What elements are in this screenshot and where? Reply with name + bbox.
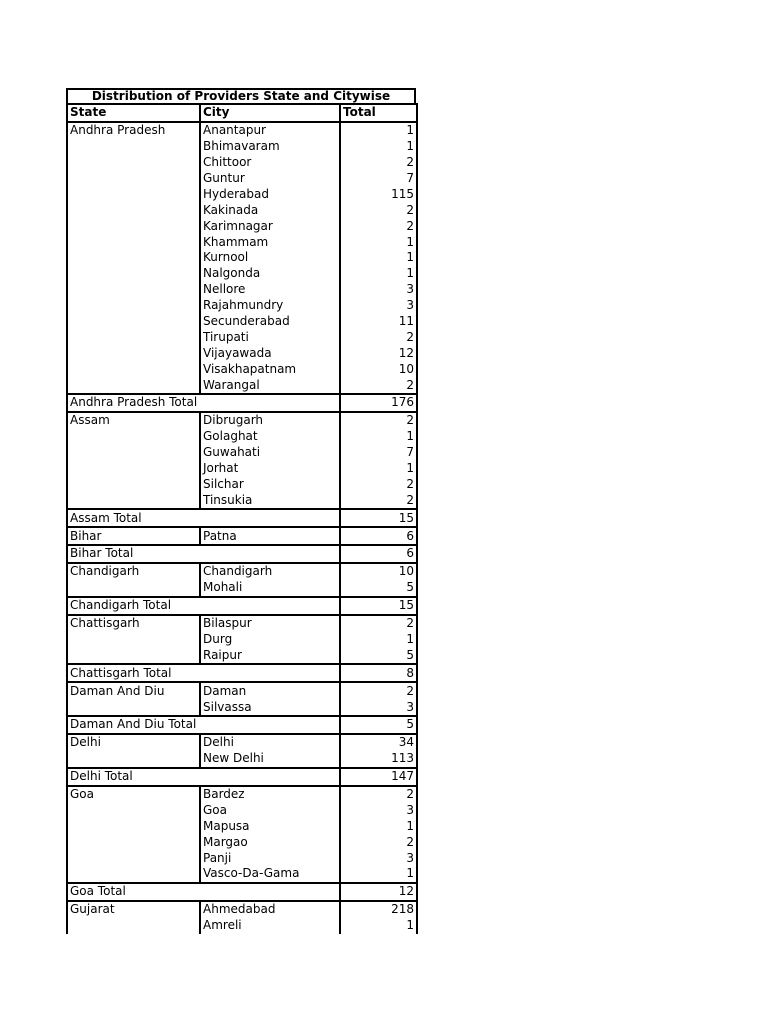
state-cell [67, 580, 200, 597]
state-total-value: 176 [340, 394, 417, 412]
total-cell: 1 [340, 429, 417, 445]
state-cell [67, 314, 200, 330]
state-cell [67, 445, 200, 461]
city-cell: Rajahmundry [200, 298, 340, 314]
table-body [67, 122, 417, 934]
table-row [67, 171, 417, 187]
state-total-row [67, 716, 417, 734]
table-row [67, 155, 417, 171]
total-cell: 1 [340, 461, 417, 477]
table-row [67, 361, 417, 377]
table-row [67, 834, 417, 850]
state-total-row [67, 545, 417, 563]
city-cell: Vasco-Da-Gama [200, 866, 340, 883]
total-cell: 1 [340, 866, 417, 883]
city-cell: Nellore [200, 282, 340, 298]
total-cell: 3 [340, 699, 417, 716]
table-row [67, 632, 417, 648]
state-cell: Chattisgarh [67, 615, 200, 632]
state-cell: Delhi [67, 734, 200, 751]
state-cell: Andhra Pradesh [67, 122, 200, 139]
table-row [67, 699, 417, 716]
total-cell: 10 [340, 361, 417, 377]
city-cell: Khammam [200, 234, 340, 250]
city-cell: Vijayawada [200, 345, 340, 361]
city-cell: Patna [200, 527, 340, 545]
total-cell: 3 [340, 282, 417, 298]
city-cell: Silvassa [200, 699, 340, 716]
state-total-value: 15 [340, 509, 417, 527]
city-cell: Anantapur [200, 122, 340, 139]
table-row [67, 202, 417, 218]
table-row [67, 377, 417, 394]
table-row [67, 429, 417, 445]
state-total-value: 5 [340, 716, 417, 734]
total-cell: 2 [340, 476, 417, 492]
city-cell: Secunderabad [200, 314, 340, 330]
state-total-label: Chandigarh Total [67, 597, 340, 615]
table-row [67, 615, 417, 632]
city-cell: Bilaspur [200, 615, 340, 632]
table-row [67, 445, 417, 461]
state-total-row [67, 394, 417, 412]
state-total-label: Daman And Diu Total [67, 716, 340, 734]
table-row [67, 186, 417, 202]
table-row [67, 563, 417, 580]
state-cell: Bihar [67, 527, 200, 545]
total-cell: 3 [340, 850, 417, 866]
table-row [67, 329, 417, 345]
state-total-row [67, 768, 417, 786]
total-cell: 2 [340, 329, 417, 345]
total-cell: 2 [340, 492, 417, 509]
table-row [67, 234, 417, 250]
table-row [67, 682, 417, 699]
state-cell [67, 186, 200, 202]
state-total-label: Goa Total [67, 883, 340, 901]
state-cell [67, 866, 200, 883]
state-cell [67, 345, 200, 361]
city-cell: Guwahati [200, 445, 340, 461]
state-cell [67, 429, 200, 445]
total-cell: 2 [340, 412, 417, 429]
table-row [67, 122, 417, 139]
state-total-label: Assam Total [67, 509, 340, 527]
table-row [67, 314, 417, 330]
state-total-value: 15 [340, 597, 417, 615]
providers-table-sheet [66, 88, 416, 933]
state-cell [67, 171, 200, 187]
header-state: State [67, 104, 200, 122]
total-cell: 1 [340, 266, 417, 282]
city-cell: Dibrugarh [200, 412, 340, 429]
city-cell: Golaghat [200, 429, 340, 445]
state-cell: Chandigarh [67, 563, 200, 580]
state-total-label: Chattisgarh Total [67, 664, 340, 682]
total-cell: 2 [340, 834, 417, 850]
city-cell: Tirupati [200, 329, 340, 345]
total-cell: 113 [340, 751, 417, 768]
table-row [67, 818, 417, 834]
city-cell: Raipur [200, 647, 340, 664]
total-cell: 1 [340, 632, 417, 648]
state-cell [67, 647, 200, 664]
table-row [67, 218, 417, 234]
state-cell: Daman And Diu [67, 682, 200, 699]
total-cell: 11 [340, 314, 417, 330]
state-cell [67, 476, 200, 492]
city-cell: Durg [200, 632, 340, 648]
state-cell [67, 202, 200, 218]
state-cell [67, 218, 200, 234]
state-total-row [67, 883, 417, 901]
city-cell: Silchar [200, 476, 340, 492]
total-cell: 1 [340, 122, 417, 139]
state-total-label: Bihar Total [67, 545, 340, 563]
city-cell: Hyderabad [200, 186, 340, 202]
state-cell [67, 155, 200, 171]
city-cell: Kakinada [200, 202, 340, 218]
total-cell: 2 [340, 786, 417, 803]
state-total-value: 6 [340, 545, 417, 563]
state-cell [67, 139, 200, 155]
header-row [67, 104, 417, 122]
table-row [67, 901, 417, 918]
state-total-row [67, 664, 417, 682]
state-cell [67, 492, 200, 509]
state-cell [67, 282, 200, 298]
total-cell: 1 [340, 918, 417, 934]
total-cell: 2 [340, 682, 417, 699]
state-cell [67, 818, 200, 834]
state-cell [67, 699, 200, 716]
city-cell: Margao [200, 834, 340, 850]
total-cell: 2 [340, 377, 417, 394]
total-cell: 7 [340, 445, 417, 461]
table-row [67, 345, 417, 361]
state-cell: Goa [67, 786, 200, 803]
table-row [67, 866, 417, 883]
table-row [67, 802, 417, 818]
providers-table [66, 103, 418, 934]
table-row [67, 492, 417, 509]
total-cell: 5 [340, 647, 417, 664]
state-cell [67, 377, 200, 394]
total-cell: 12 [340, 345, 417, 361]
table-row [67, 139, 417, 155]
city-cell: Daman [200, 682, 340, 699]
header-city: City [200, 104, 340, 122]
state-cell: Gujarat [67, 901, 200, 918]
table-row [67, 250, 417, 266]
state-cell [67, 250, 200, 266]
table-row [67, 476, 417, 492]
city-cell: Delhi [200, 734, 340, 751]
table-row [67, 751, 417, 768]
total-cell: 1 [340, 250, 417, 266]
table-row [67, 647, 417, 664]
table-row [67, 282, 417, 298]
table-row [67, 266, 417, 282]
total-cell: 34 [340, 734, 417, 751]
table-row [67, 412, 417, 429]
total-cell: 6 [340, 527, 417, 545]
total-cell: 2 [340, 155, 417, 171]
table-row [67, 734, 417, 751]
table-row [67, 527, 417, 545]
state-total-value: 147 [340, 768, 417, 786]
city-cell: Jorhat [200, 461, 340, 477]
table-title: Distribution of Providers State and Citywise [66, 88, 416, 103]
state-cell [67, 632, 200, 648]
header-total: Total [340, 104, 417, 122]
city-cell: Visakhapatnam [200, 361, 340, 377]
city-cell: Chandigarh [200, 563, 340, 580]
state-cell [67, 918, 200, 934]
city-cell: Bardez [200, 786, 340, 803]
table-row [67, 918, 417, 934]
city-cell: Mohali [200, 580, 340, 597]
state-cell [67, 461, 200, 477]
table-row [67, 298, 417, 314]
city-cell: Mapusa [200, 818, 340, 834]
state-total-value: 12 [340, 883, 417, 901]
total-cell: 3 [340, 802, 417, 818]
city-cell: Kurnool [200, 250, 340, 266]
total-cell: 218 [340, 901, 417, 918]
city-cell: Goa [200, 802, 340, 818]
city-cell: Chittoor [200, 155, 340, 171]
state-cell [67, 802, 200, 818]
state-cell [67, 751, 200, 768]
total-cell: 3 [340, 298, 417, 314]
state-total-label: Delhi Total [67, 768, 340, 786]
table-row [67, 580, 417, 597]
state-cell [67, 329, 200, 345]
city-cell: Ahmedabad [200, 901, 340, 918]
city-cell: Panji [200, 850, 340, 866]
city-cell: Karimnagar [200, 218, 340, 234]
total-cell: 2 [340, 615, 417, 632]
table-row [67, 786, 417, 803]
state-cell [67, 834, 200, 850]
total-cell: 1 [340, 234, 417, 250]
state-cell [67, 234, 200, 250]
state-total-value: 8 [340, 664, 417, 682]
city-cell: Tinsukia [200, 492, 340, 509]
state-cell [67, 298, 200, 314]
state-total-label: Andhra Pradesh Total [67, 394, 340, 412]
total-cell: 2 [340, 218, 417, 234]
total-cell: 115 [340, 186, 417, 202]
state-cell [67, 361, 200, 377]
city-cell: Warangal [200, 377, 340, 394]
total-cell: 1 [340, 818, 417, 834]
city-cell: Amreli [200, 918, 340, 934]
state-cell [67, 266, 200, 282]
city-cell: Bhimavaram [200, 139, 340, 155]
state-cell: Assam [67, 412, 200, 429]
total-cell: 5 [340, 580, 417, 597]
total-cell: 2 [340, 202, 417, 218]
total-cell: 7 [340, 171, 417, 187]
state-total-row [67, 509, 417, 527]
state-total-row [67, 597, 417, 615]
state-cell [67, 850, 200, 866]
city-cell: Guntur [200, 171, 340, 187]
city-cell: Nalgonda [200, 266, 340, 282]
total-cell: 1 [340, 139, 417, 155]
table-row [67, 461, 417, 477]
city-cell: New Delhi [200, 751, 340, 768]
table-row [67, 850, 417, 866]
total-cell: 10 [340, 563, 417, 580]
